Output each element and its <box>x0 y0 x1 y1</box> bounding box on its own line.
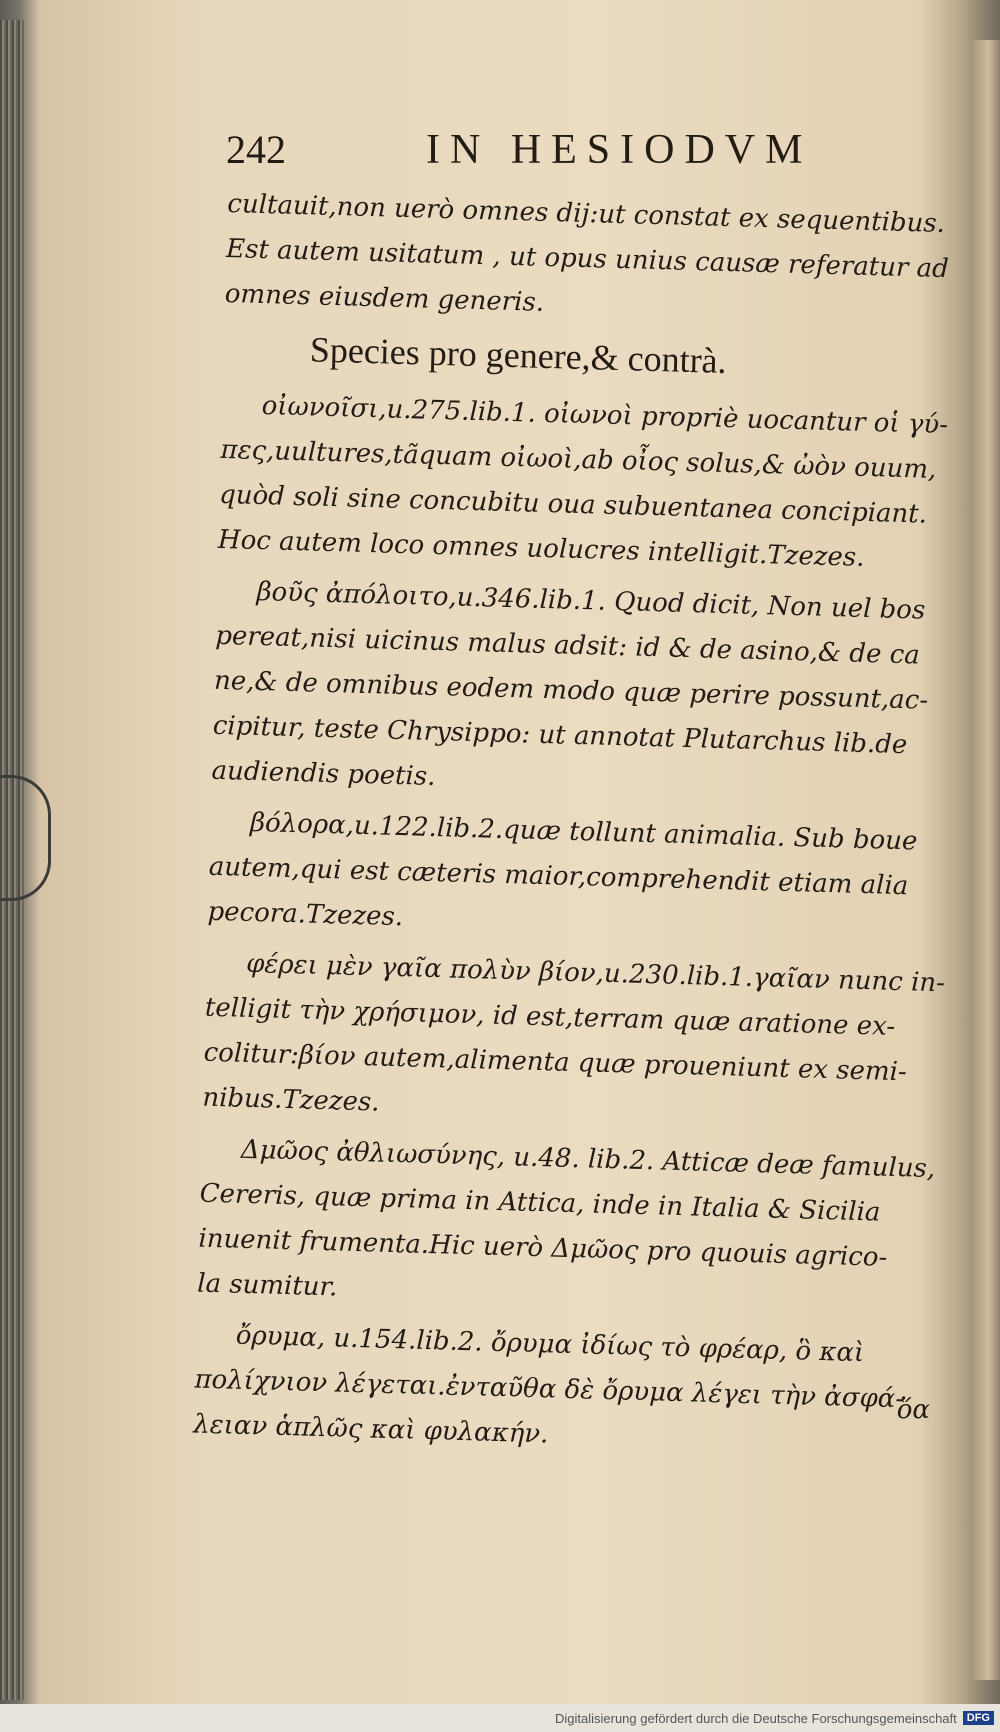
commentary-entry <box>207 800 918 953</box>
text-line: ne,& de omnibus eodem modo quæ perire possunt,ac- <box>213 665 929 716</box>
text-line: nibus.Tzezes. <box>202 1082 380 1118</box>
text-line: πολίχνιον λέγεται.ἐνταῦθα δὲ ὄρυμα λέγει τὴν ἀσφά- <box>194 1364 905 1415</box>
text-line: quòd soli sine concubitu oua subuentanea concipiant. <box>218 479 928 530</box>
text-line: βόλορα,u.122.lib.2.quæ tollunt animalia. Sub boue <box>249 807 918 857</box>
text-line: λειαν ἁπλῶς καὶ φυλακήν. <box>192 1409 549 1450</box>
text-line: Cereris, quæ prima in Attica, inde in Italia & Sicilia <box>199 1178 881 1228</box>
text-line: φέρει μὲν γαῖα πολὺν βίον,u.230.lib.1.γαῖαν nunc in- <box>245 948 946 999</box>
text-line: omnes eiusdem generis. <box>224 278 545 318</box>
text-line: pecora.Tzezes. <box>207 896 404 933</box>
text-line: βοῦς ἀπόλοιτο,u.346.lib.1. Quod dicit, Non uel bos <box>256 576 926 626</box>
text-line: Δμῶος ἀθλιωσύνης, u.48. lib.2. Atticæ deæ famulus, <box>240 1134 936 1185</box>
text-line: Est autem usitatum , ut opus unius causæ referatur ad <box>225 233 950 285</box>
commentary-entry <box>196 1127 936 1325</box>
commentary-entry <box>217 383 949 581</box>
commentary-entry <box>211 569 929 812</box>
text-line: autem,qui est cæteris maior,comprehendit etiam alia <box>208 851 909 902</box>
dfg-logo: DFG <box>963 1711 994 1725</box>
footer-credit: Digitalisierung gefördert durch die Deutsche Forschungsgemeinschaft <box>554 1710 957 1726</box>
text-line: οἰωνοῖσι,u.275.lib.1. οἰωνοὶ propriè uocantur οἱ γύ- <box>261 391 949 441</box>
text-line: Hoc autem loco omnes uolucres intelligit.Tzezes. <box>217 524 865 573</box>
catchword: ὅα <box>896 1395 930 1425</box>
adjacent-page-edge <box>972 40 1000 1680</box>
text-line: la sumitur. <box>196 1268 338 1303</box>
running-head: IN HESIODVM <box>426 127 813 173</box>
page-number: 242 <box>226 127 286 172</box>
text-line: ὄρυμα, u.154.lib.2. ὄρυμα ἰδίως τὸ φρέαρ, ὃ καὶ <box>235 1320 865 1369</box>
digitization-footer <box>0 1704 1000 1732</box>
text-line: inuenit frumenta.Hic uerò Δμῶος pro quouis agrico- <box>198 1223 888 1273</box>
text-line: cipitur, teste Chrysippo: ut annotat Plutarchus lib.de <box>212 710 908 761</box>
text-line: colitur:βίον autem,alimenta quæ proueniunt ex semi- <box>203 1037 908 1088</box>
section-heading: Species pro genere,& contrà. <box>309 329 728 381</box>
text-line: πες,uultures,tãquam οἰωοὶ,ab οἶος solus,& ὠὸν ouum, <box>220 434 937 485</box>
text-line: audiendis poetis. <box>211 755 436 793</box>
text-line: telligit τὴν χρήσιμον, id est,terram quæ aratione ex- <box>204 992 896 1042</box>
commentary-entry <box>192 1313 905 1466</box>
text-line: cultauit,non uerò omnes dij:ut constat ex sequentibus. <box>226 188 946 240</box>
text-line: pereat,nisi uicinus malus adsit: id & de asino,& de ca <box>214 620 921 671</box>
commentary-entry <box>202 941 946 1139</box>
